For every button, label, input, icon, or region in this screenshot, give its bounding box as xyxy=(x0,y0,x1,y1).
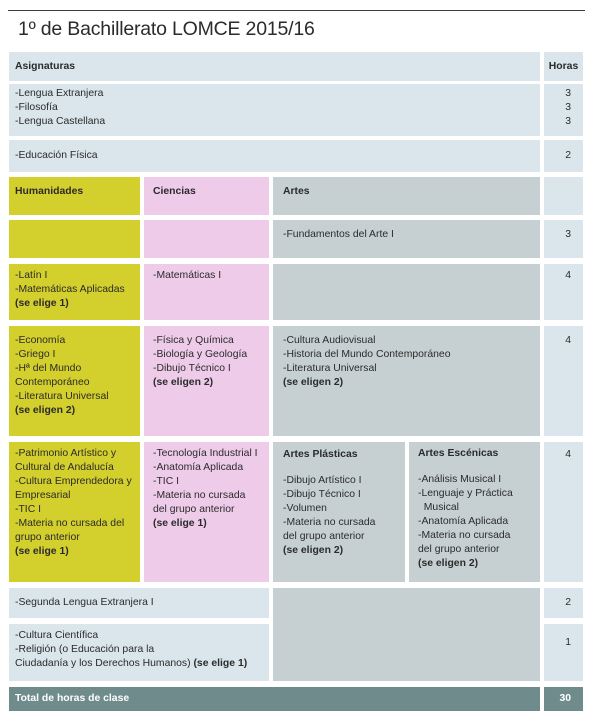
hum-subject: Empresarial xyxy=(15,490,71,501)
hours-value: 3 xyxy=(565,116,571,127)
art-subject: -Análisis Musical I xyxy=(418,474,502,485)
art-subject: -Materia no cursada xyxy=(283,517,376,528)
fund-art xyxy=(273,220,540,258)
rowb-hum xyxy=(9,326,140,436)
art-subject: del grupo anterior xyxy=(418,544,500,555)
hum-subject: -Patrimonio Artístico y xyxy=(15,448,117,459)
hum-subject: -TIC I xyxy=(15,504,41,515)
fund-hours xyxy=(544,220,583,258)
hum-subject: -Materia no cursada del xyxy=(15,518,125,529)
choice-note: (se elige 1) xyxy=(15,546,69,557)
optional-hours xyxy=(544,624,583,681)
hours-value: 2 xyxy=(565,597,571,608)
hours-value: 2 xyxy=(565,150,571,161)
rowa-hum xyxy=(9,264,140,320)
cie-subject: -Dibujo Técnico I xyxy=(153,363,231,374)
rowa-cie xyxy=(144,264,269,320)
cie-subject: -Anatomía Aplicada xyxy=(153,462,244,473)
total-value-cell xyxy=(544,687,583,711)
subjects-header-label: Asignaturas xyxy=(15,61,76,72)
common-subject: -Lengua Extranjera xyxy=(15,88,104,99)
hours-header-label: Horas xyxy=(548,61,579,72)
top-rule xyxy=(8,10,585,11)
art-subject: -Materia no cursada xyxy=(418,530,511,541)
choice-note: (se elige 1) xyxy=(153,518,207,529)
bottom-art-block xyxy=(273,588,540,681)
hum-subject: -Latín I xyxy=(15,270,48,281)
hum-subject: -Literatura Universal xyxy=(15,391,109,402)
hum-subject: -Economía xyxy=(15,335,66,346)
hours-header xyxy=(544,52,583,81)
rowc-escenicas xyxy=(409,442,540,582)
art-subject: -Historia del Mundo Contemporáneo xyxy=(283,349,451,360)
art-subject: -Fundamentos del Arte I xyxy=(283,229,394,240)
cie-subject: -Materia no cursada xyxy=(153,490,246,501)
col-humanidades xyxy=(9,177,140,215)
second-language-subject: -Segunda Lengua Extranjera I xyxy=(15,597,154,608)
choice-note: (se eligen 2) xyxy=(283,377,344,388)
optional-subject: -Cultura Científica xyxy=(15,630,99,641)
art-subject: del grupo anterior xyxy=(283,531,365,542)
rowc-hours xyxy=(544,442,583,582)
common-subject: -Filosofía xyxy=(15,102,58,113)
col-ciencias-label: Ciencias xyxy=(153,186,196,197)
hours-value: 4 xyxy=(565,449,571,460)
choice-note: (se eligen 2) xyxy=(153,377,214,388)
hum-subject: grupo anterior xyxy=(15,532,80,543)
art-subject: Musical xyxy=(418,502,459,513)
rowc-cie xyxy=(144,442,269,582)
cie-subject: -Biología y Geología xyxy=(153,349,248,360)
total-value: 30 xyxy=(559,693,571,704)
art-subject: -Dibujo Artístico I xyxy=(283,475,362,486)
col-humanidades-label: Humanidades xyxy=(15,186,84,197)
cie-subject: -Matemáticas I xyxy=(153,270,222,281)
second-language-hours xyxy=(544,588,583,618)
cie-subject: -Física y Química xyxy=(153,335,234,346)
hours-value: 3 xyxy=(565,229,571,240)
art-subject: -Literatura Universal xyxy=(283,363,377,374)
optional-subject: Ciudadanía y los Derechos Humanos) xyxy=(15,658,191,669)
rowb-hours xyxy=(544,326,583,436)
hours-value: 3 xyxy=(565,88,571,99)
subjects-header xyxy=(9,52,540,81)
pe-hours xyxy=(544,140,583,172)
choice-note: (se eligen 2) xyxy=(283,545,344,556)
art-subject: -Anatomía Aplicada xyxy=(418,516,509,527)
escenicas-title: Artes Escénicas xyxy=(418,448,499,459)
fund-hum xyxy=(9,220,140,258)
common-subjects xyxy=(9,84,540,136)
pe-subject: -Educación Física xyxy=(15,150,98,161)
art-subject: -Volumen xyxy=(283,503,327,514)
art-subject: -Dibujo Técnico I xyxy=(283,489,361,500)
hours-value: 3 xyxy=(565,102,571,113)
hours-value: 4 xyxy=(565,270,571,281)
cie-subject: -TIC I xyxy=(153,476,179,487)
rowc-hum xyxy=(9,442,140,582)
choice-note: (se eligen 2) xyxy=(15,405,76,416)
col-artes-label: Artes xyxy=(283,186,310,197)
choice-note: (se elige 1) xyxy=(15,298,69,309)
hum-subject: Contemporáneo xyxy=(15,377,90,388)
choice-note: (se elige 1) xyxy=(193,658,248,669)
rowc-plasticas xyxy=(273,442,405,582)
art-subject: -Cultura Audiovisual xyxy=(283,335,376,346)
col-artes xyxy=(273,177,540,215)
rowb-art xyxy=(273,326,540,436)
common-subject: -Lengua Castellana xyxy=(15,116,106,127)
page-title: 1º de Bachillerato LOMCE 2015/16 xyxy=(18,18,315,40)
hours-value: 4 xyxy=(565,335,571,346)
rowa-art xyxy=(273,264,540,320)
col-hours-spacer xyxy=(544,177,583,215)
total-label: Total de horas de clase xyxy=(15,693,130,704)
cie-subject: -Tecnología Industrial I xyxy=(153,448,258,459)
common-hours xyxy=(544,84,583,136)
second-language-row xyxy=(9,588,269,618)
hum-subject: -Cultura Emprendedora y xyxy=(15,476,132,487)
hours-value: 1 xyxy=(565,637,571,648)
hum-subject: -Griego I xyxy=(15,349,56,360)
hum-subject: -Hª del Mundo xyxy=(15,363,82,374)
rowa-hours xyxy=(544,264,583,320)
pe-row xyxy=(9,140,540,172)
fund-cie xyxy=(144,220,269,258)
choice-note: (se eligen 2) xyxy=(418,558,479,569)
col-ciencias xyxy=(144,177,269,215)
total-row xyxy=(9,687,540,711)
plasticas-title: Artes Plásticas xyxy=(283,449,358,460)
hum-subject: Cultural de Andalucía xyxy=(15,462,114,473)
optional-row xyxy=(9,624,269,681)
cie-subject: del grupo anterior xyxy=(153,504,235,515)
optional-subject: -Religión (o Educación para la xyxy=(15,644,155,655)
hum-subject: -Matemáticas Aplicadas xyxy=(15,284,125,295)
art-subject: -Lenguaje y Práctica xyxy=(418,488,513,499)
rowb-cie xyxy=(144,326,269,436)
